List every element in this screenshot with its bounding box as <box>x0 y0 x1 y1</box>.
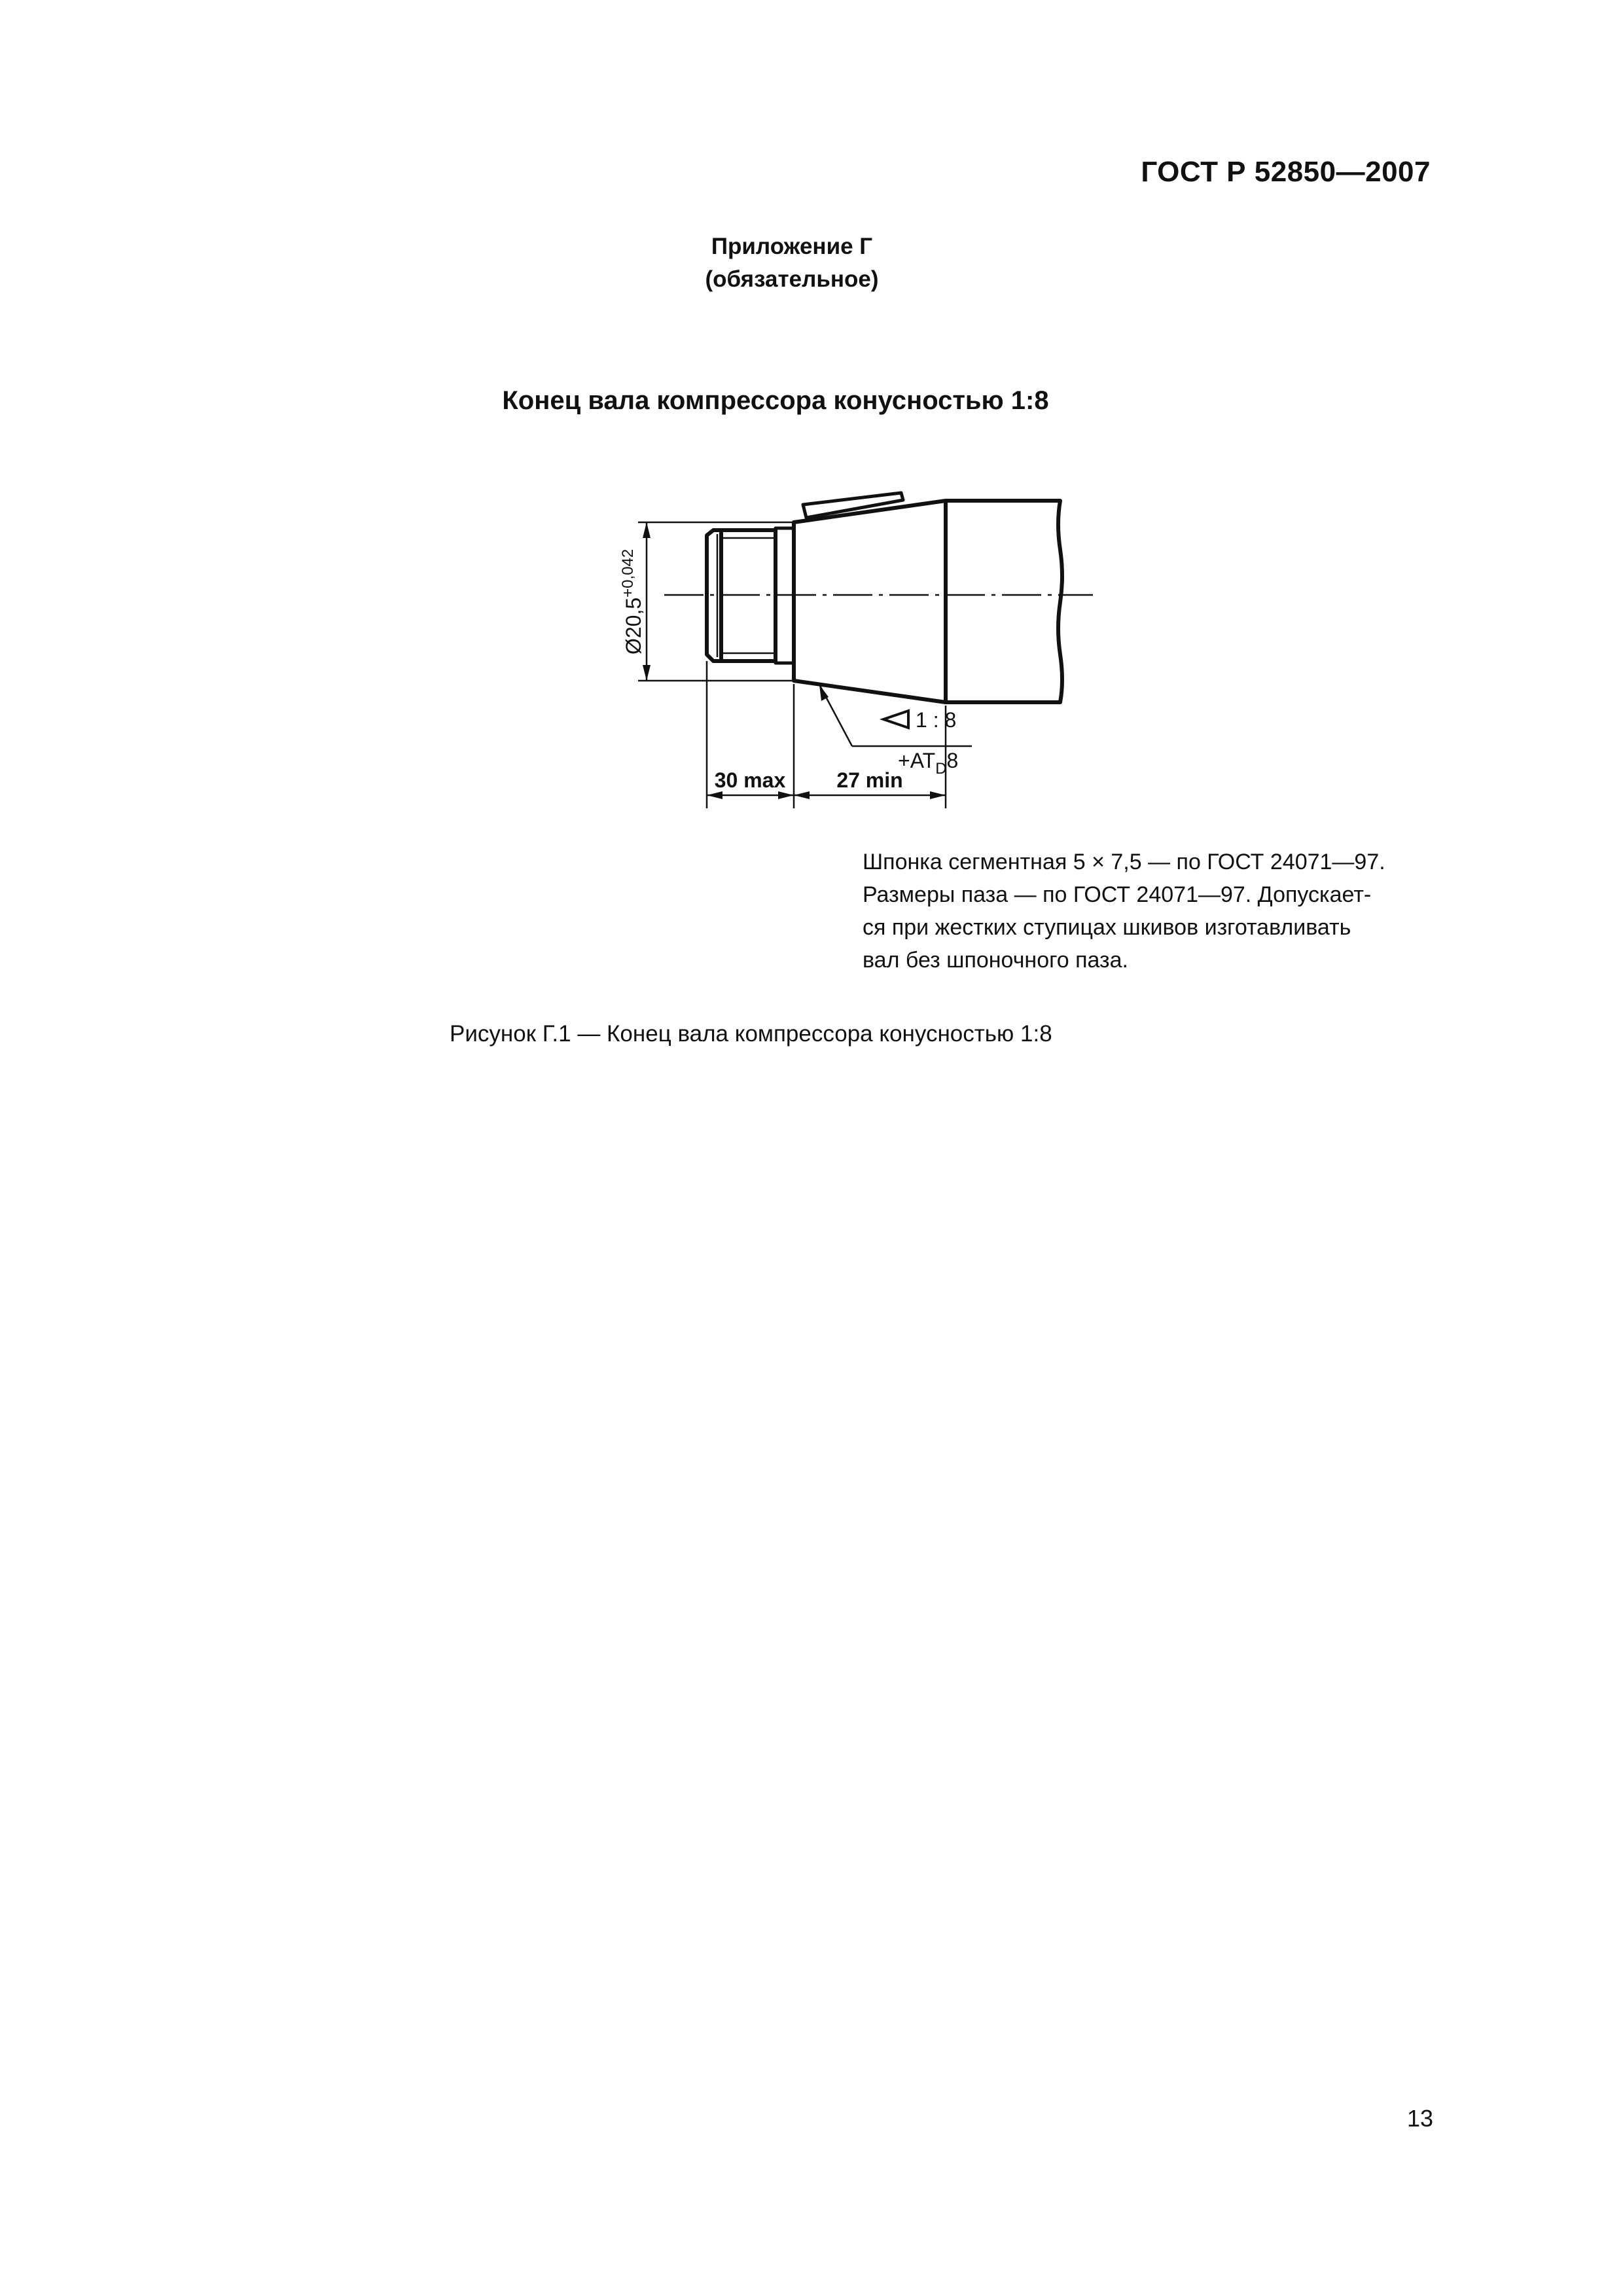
appendix-title: Приложение Г <box>711 234 873 259</box>
note-block <box>863 846 1429 977</box>
figure-caption: Рисунок Г.1 — Конец вала компрессора конусностью 1:8 <box>450 1021 1052 1047</box>
diameter-label: $Ø20,5^{+0,042}$ <box>619 548 645 655</box>
arrow-thread-left <box>707 791 722 799</box>
taper-tolerance: $+AT_D8$ <box>898 749 959 778</box>
note-line: вал без шпоночного паза. <box>863 948 1128 973</box>
shaft-body <box>946 501 1062 702</box>
shaft-end-drawing <box>458 458 1113 825</box>
taper-section <box>794 501 946 702</box>
arrow-taper-left <box>794 791 810 799</box>
appendix-status: (обязательное) <box>705 266 879 292</box>
page-number: 13 <box>1406 2105 1433 2132</box>
appendix-heading <box>550 230 1034 296</box>
note-line: Размеры паза — по ГОСТ 24071—97. Допускает- <box>863 882 1372 907</box>
taper-ratio: 1 : 8 <box>916 708 957 732</box>
diameter-arrow-bottom <box>643 665 651 681</box>
section-title: Конец вала компрессора конусностью 1:8 <box>502 386 1049 415</box>
dim-thread-length: 30 max <box>714 768 786 792</box>
taper-symbol-icon <box>883 711 908 728</box>
dim-taper-length: 27 min <box>836 768 903 792</box>
arrow-taper-right <box>930 791 946 799</box>
document-code: ГОСТ Р 52850—2007 <box>1141 156 1431 188</box>
diameter-arrow-top <box>643 522 651 538</box>
note-line: ся при жестких ступицах шкивов изготавливать <box>863 915 1351 940</box>
arrow-thread-right <box>778 791 794 799</box>
note-line: Шпонка сегментная 5 × 7,5 — по ГОСТ 24071—97. <box>863 850 1385 874</box>
